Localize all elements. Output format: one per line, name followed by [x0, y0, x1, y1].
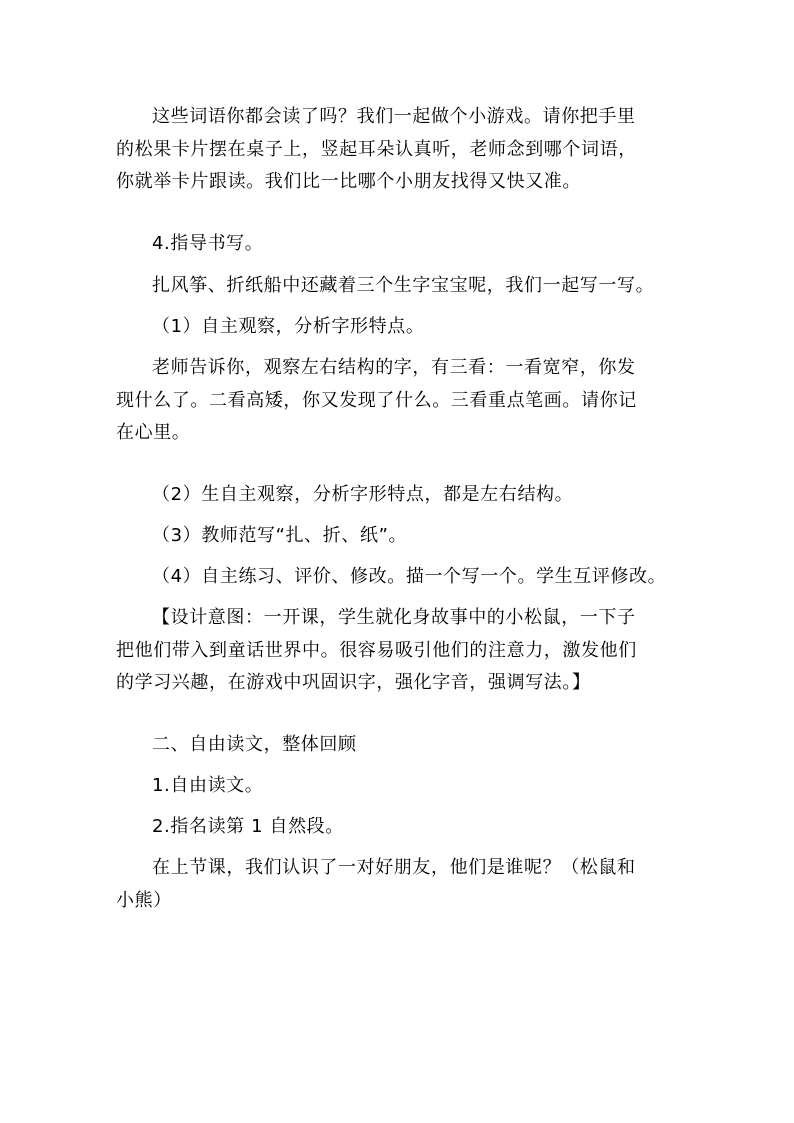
paragraph-word-game [116, 101, 696, 199]
text-line: （1）自主观察，分析字形特点。 [152, 316, 425, 337]
paragraph-design-intent [116, 602, 696, 700]
text-line: 1.自由读文。 [152, 775, 264, 796]
text-line: 你就举卡片跟读。我们比一比哪个小朋友找得又快又准。 [116, 171, 581, 192]
text-line: （4）自主练习、评价、修改。描一个写一个。学生互评修改。 [152, 566, 667, 587]
text-line: 把他们带入到童话世界中。很容易吸引他们的注意力，激发他们 [116, 639, 637, 661]
text-line: 现什么了。二看高矮，你又发现了什么。三看重点笔画。请你记 [116, 389, 637, 411]
text-line: 的松果卡片摆在桌子上，竖起耳朵认真听，老师念到哪个词语， [116, 138, 637, 160]
text-line: 这些词语你都会读了吗？我们一起做个小游戏。请你把手里 [152, 106, 636, 127]
text-line: （3）教师范写“扎、折、纸”。 [152, 525, 408, 546]
item-named-reading [116, 811, 696, 844]
text-line: 小熊） [116, 889, 172, 911]
text-line: 在心里。 [116, 422, 191, 443]
text-line: 在上节课，我们认识了一对好朋友，他们是谁呢？（松鼠和 [152, 857, 636, 878]
item-free-reading [116, 770, 696, 803]
text-line: 2.指名读第 1 自然段。 [152, 816, 344, 837]
text-line: 二、自由读文，整体回顾 [152, 734, 357, 755]
text-line: 的学习兴趣，在游戏中巩固识字，强化字音，强调写法。】 [116, 672, 591, 693]
text-line: 4.指导书写。 [152, 233, 264, 254]
text-line: 【设计意图：一开课，学生就化身故事中的小松鼠，一下子 [152, 607, 636, 628]
paragraph-new-characters [116, 270, 696, 303]
text-line: 扎风筝、折纸船中还藏着三个生字宝宝呢，我们一起写一写。 [152, 275, 655, 296]
paragraph-review-question [116, 852, 696, 917]
heading-writing-guidance [116, 228, 696, 261]
section-heading-free-reading [116, 729, 696, 762]
paragraph-three-looks [116, 352, 696, 450]
step-2-structure [116, 479, 696, 512]
step-1-observe [116, 311, 696, 344]
text-line: （2）生自主观察，分析字形特点，都是左右结构。 [152, 484, 574, 505]
step-3-demonstration [116, 520, 696, 553]
step-4-practice [116, 561, 696, 594]
text-line: 老师告诉你，观察左右结构的字，有三看：一看宽窄，你发 [152, 357, 636, 378]
